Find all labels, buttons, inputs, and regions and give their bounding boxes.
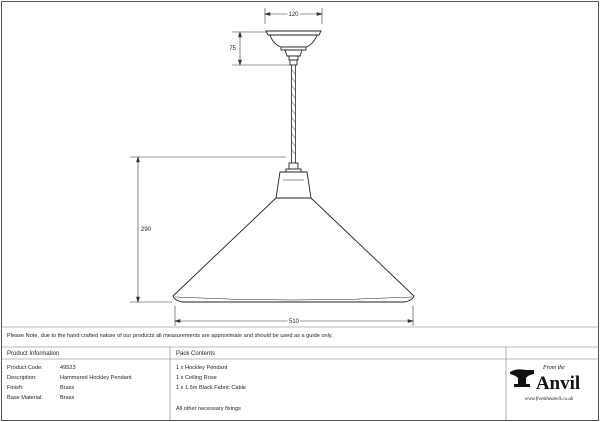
description-label: Description:	[7, 375, 37, 381]
dimension-label-rose-width: 120	[288, 12, 299, 18]
pack-item: All other necessary fixings	[176, 406, 241, 412]
from-the-anvil-logo	[508, 362, 590, 408]
logo-url: www.fromtheanvil.co.uk	[524, 397, 574, 402]
product-code-value: 49523	[60, 365, 76, 371]
product-info-header: Product Information	[7, 351, 60, 357]
pack-item: 1 x Ceiling Rose	[176, 375, 217, 381]
dimension-label-shade-height: 290	[140, 227, 152, 233]
pendant-shade	[173, 163, 414, 302]
pendant-cable	[292, 65, 296, 163]
dimension-label-rose-height: 75	[229, 46, 236, 52]
base-material-value: Brass	[60, 395, 75, 401]
logo-brand: Anvil	[535, 373, 581, 394]
finish-value: Brass	[60, 385, 75, 391]
pack-contents-header: Pack Contents	[176, 351, 216, 357]
pack-item: 1 x 1.5m Black Fabric Cable	[176, 385, 246, 391]
description-value: Hammered Hockley Pendant	[60, 375, 132, 381]
base-material-label: Base Material:	[7, 395, 43, 401]
anvil-icon	[510, 369, 534, 387]
dimension-label-shade-width: 510	[288, 319, 300, 325]
product-code-label: Product Code:	[7, 365, 43, 371]
logo-from-the: From the	[543, 365, 565, 371]
finish-label: Finish:	[7, 385, 24, 391]
ceiling-rose	[266, 31, 321, 65]
measurement-note: Please Note, due to the hand crafted nature of our products all measurements are approximate and should be used as a guide only.	[7, 333, 333, 339]
pack-item: 1 x Hockley Pendant	[176, 365, 228, 371]
